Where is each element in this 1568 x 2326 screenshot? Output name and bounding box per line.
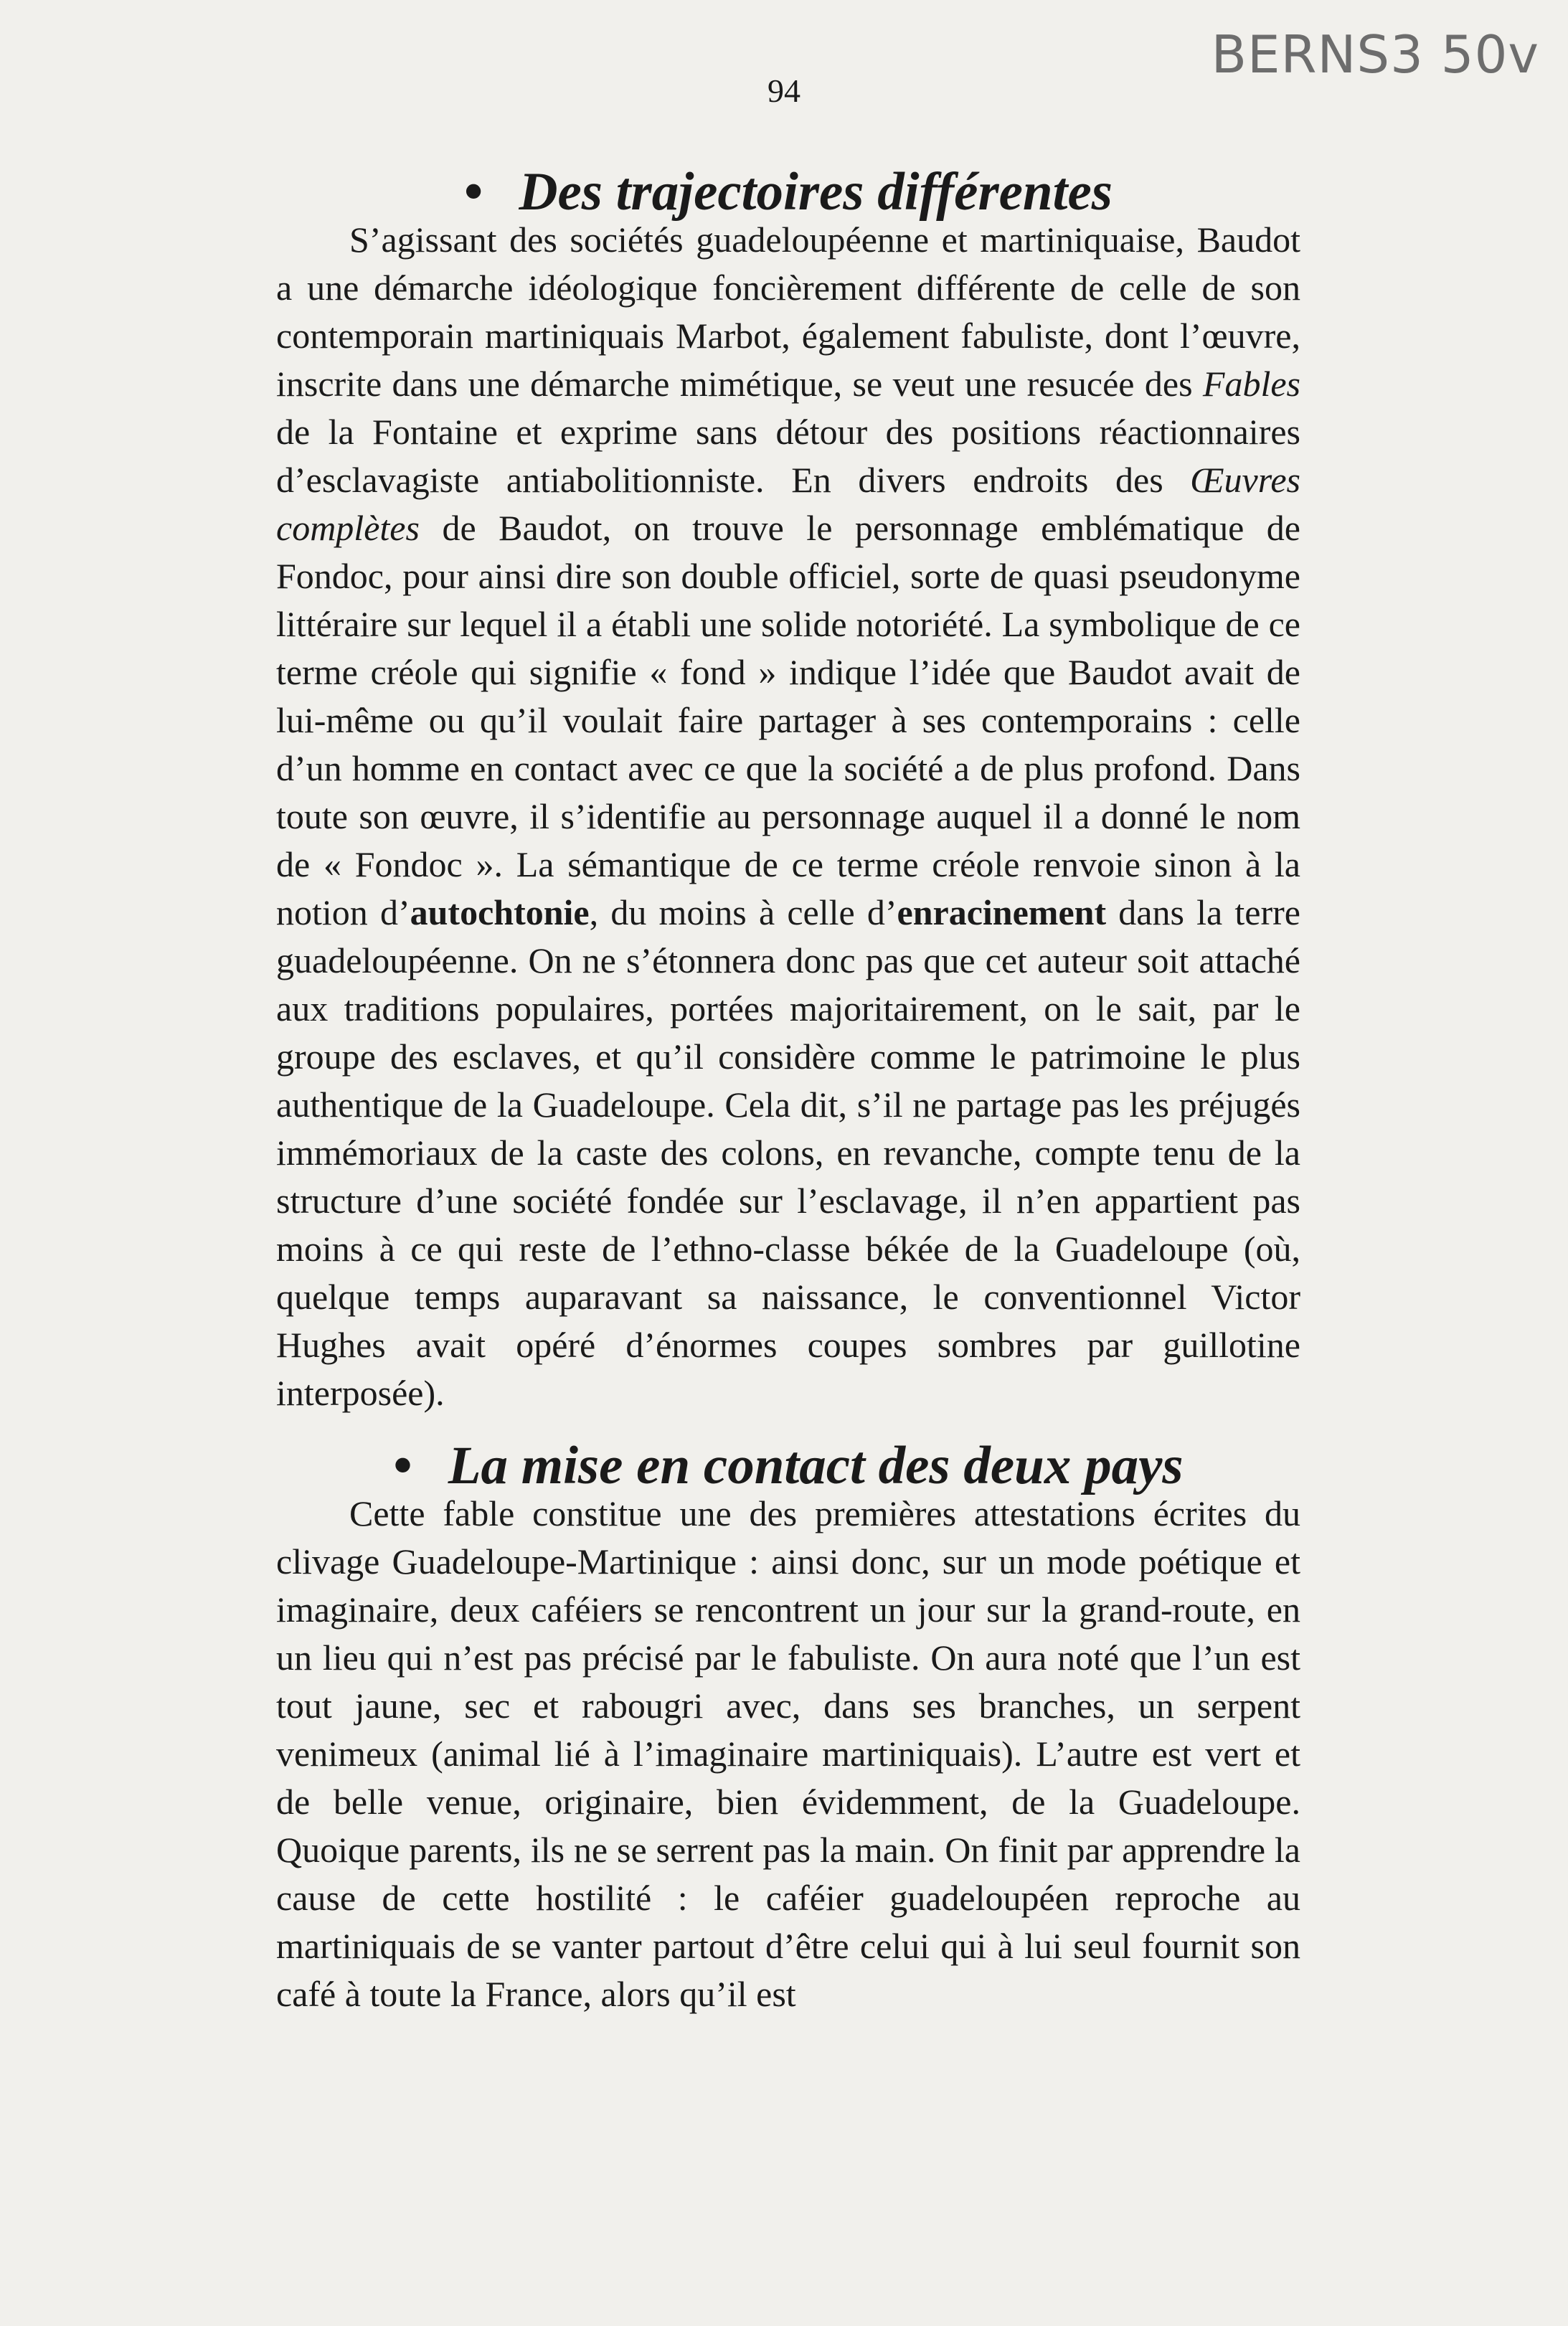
- section-heading-trajectoires: [276, 162, 1300, 222]
- text-run-italic: Fables: [1202, 364, 1300, 404]
- section-heading-mise-en-contact: [276, 1436, 1300, 1495]
- page-body: [276, 162, 1300, 2018]
- text-run: , du moins à celle d’: [589, 892, 897, 932]
- bullet-icon: •: [464, 162, 483, 222]
- text-run: Cette fable constitue une des premières attestations écrites du clivage Guadeloupe-Martinique : ainsi donc, sur un mode poétique et imaginaire, deux caféiers se rencontrent un jour sur la grand-route, en un lieu qui n’est pas précisé par le fabuliste. On aura noté que l’un est tout jaune, sec et rabougri avec, dans ses branches, un serpent venimeux (animal lié à l’imaginaire martiniquais). L’autre est vert et de belle venue, originaire, bien évidemment, de la Guadeloupe. Quoique parents, ils ne se serrent pas la main. On finit par apprendre la cause de cette hostilité : le caféier guadeloupéen reproche au martiniquais de se vanter partout d’être celui qui à lui seul fournit son café à toute la France, alors qu’il est: [276, 1493, 1300, 2014]
- paragraph-mise-en-contact: [276, 1490, 1300, 2018]
- text-run-bold: autochtonie: [410, 892, 590, 932]
- page-number: 94: [768, 72, 800, 109]
- text-run: de la Fontaine et exprime sans détour des positions réactionnaires d’esclavagiste antiabolitionniste. En divers endroits des: [276, 412, 1300, 500]
- bullet-icon: •: [393, 1436, 412, 1495]
- text-run-italic: Œuvres complètes: [276, 460, 1300, 548]
- text-run: de Baudot, on trouve le personnage emblématique de Fondoc, pour ainsi dire son double officiel, sorte de quasi pseudonyme littéraire sur lequel il a établi une solide notoriété. La symbolique de ce terme créole qui signifie « fond » indique l’idée que Baudot avait de lui-même ou qu’il voulait faire partager à ses contemporains : celle d’un homme en contact avec ce que la société a de plus profond. Dans toute son œuvre, il s’identifie au personnage auquel il a donné le nom de « Fondoc ». La sémantique de ce terme créole renvoie sinon à la notion d’: [276, 508, 1300, 932]
- section-title: Des trajectoires différentes: [519, 162, 1113, 222]
- text-run-bold: enracinement: [897, 892, 1107, 932]
- text-run: S’agissant des sociétés guadeloupéenne et martiniquaise, Baudot a une démarche idéologique foncièrement différente de celle de son contemporain martiniquais Marbot, également fabuliste, dont l’œuvre, inscrite dans une démarche mimétique, se veut une resucée des: [276, 219, 1300, 404]
- paragraph-trajectoires: [276, 216, 1300, 1417]
- archive-handwritten-mark: BERNS3 50v: [1211, 24, 1539, 85]
- text-run: dans la terre guadeloupéenne. On ne s’étonnera donc pas que cet auteur soit attaché aux traditions populaires, portées majoritairement, on le sait, par le groupe des esclaves, et qu’il considère comme le patrimoine le plus authentique de la Guadeloupe. Cela dit, s’il ne partage pas les préjugés immémoriaux de la caste des colons, en revanche, compte tenu de la structure d’une société fondée sur l’esclavage, il n’en appartient pas moins à ce qui reste de l’ethno-classe békée de la Guadeloupe (où, quelque temps auparavant sa naissance, le conventionnel Victor Hughes avait opéré d’énormes coupes sombres par guillotine interposée).: [276, 892, 1300, 1413]
- section-title: La mise en contact des deux pays: [448, 1436, 1184, 1495]
